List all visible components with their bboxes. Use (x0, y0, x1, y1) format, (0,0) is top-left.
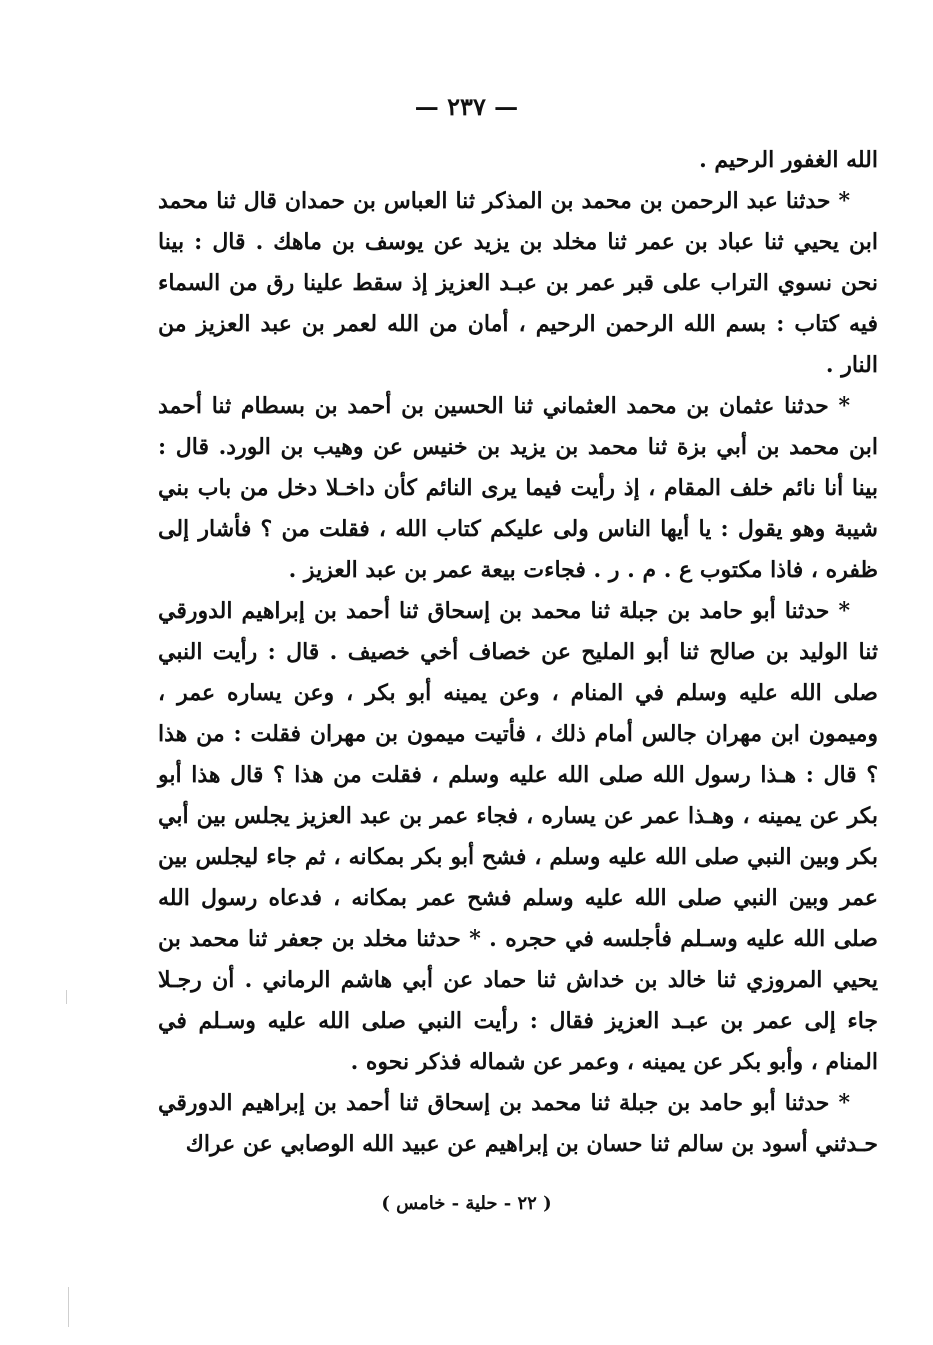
printer-signature: ( ٢٢ - حلية - خامس ) (381, 1193, 552, 1214)
paragraph-5: * حدثنا أبو حامد بن جبلة ثنا محمد بن إسحاق ثنا أحمد بن إبراهيم الدورقي حـدثني أسود بن سالم ثنا حسان بن إبراهيم عن عبيد الله الوصابي عن عراك (158, 1090, 878, 1157)
page-number: — ٢٣٧ — (414, 92, 519, 121)
scan-artifact-mark (66, 990, 67, 1004)
paragraph-2: * حدثنا عبد الرحمن بن محمد بن المذكر ثنا العباس بن حمدان قال ثنا محمد ابن يحيي ثنا عباد بن عمر ثنا مخلد بن يزيد عن يوسف بن ماهك . قال : بينا نحن نسوي التراب على قبر عمر بن عبـد العزيز إذ سقط علينا رق من السماء فيه كتاب : بسم الله الرحمن الرحيم ، أمان من الله لعمر بن عبد العزيز من النار . (158, 188, 878, 378)
page-body-text (158, 140, 878, 1165)
scan-artifact-line (68, 1287, 69, 1327)
paragraph-1: الله الغفور الرحيم . (699, 147, 878, 173)
paragraph-4: * حدثنا أبو حامد بن جبلة ثنا محمد بن إسحاق ثنا أحمد بن إبراهيم الدورقي ثنا الوليد بن صالح ثنا أبو المليح عن خصاف أخي خصيف . قال : رأيت النبي صلى الله عليه وسلم في المنام ، وعن يمينه أبو بكر ، وعن يساره عمر ، وميمون ابن مهران جالس أمام ذلك ، فأتيت ميمون بن مهران فقلت : من هذا ؟ قال : هـذا رسول الله صلى الله عليه وسلم ، فقلت من هذا ؟ قال هذا أبو بكر عن يمينه ، وهـذا عمر عن يساره ، فجاء عمر بن عبد العزيز يجلس بين أبي بكر وبين النبي صلى الله عليه وسلم ، فشح أبو بكر بمكانه ، ثم جاء ليجلس بين عمر وبين النبي صلى الله عليه وسلم فشح عمر بمكانه ، فدعاه رسول الله صلى الله عليه وسـلم فأجلسه في حجره . * حدثنا مخلد بن جعفر ثنا محمد بن يحيي المروزي ثنا خالد بن خداش ثنا حماد عن أبي هاشم الرماني . أن رجـلا جاء إلى عمر بن عبـد العزيز فقال : رأيت النبي صلى الله عليه وسـلم في المنام ، وأبو بكر عن يمينه ، وعمر عن شماله فذكر نحوه . (158, 598, 878, 1075)
paragraph-3: * حدثنا عثمان بن محمد العثماني ثنا الحسين بن أحمد بن بسطام ثنا أحمد ابن محمد بن أبي بزة ثنا محمد بن يزيد بن خنيس عن وهيب بن الورد. قال : بينا أنا نائم خلف المقام ، إذ رأيت فيما يرى النائم كأن داخـلا دخل من باب بني شيبة وهو يقول : يا أيها الناس ولى عليكم كتاب الله ، فقلت من ؟ فأشار إلى ظفره ، فاذا مكتوب ع . م . ر . فجاءت بيعة عمر بن عبد العزيز . (158, 393, 878, 583)
